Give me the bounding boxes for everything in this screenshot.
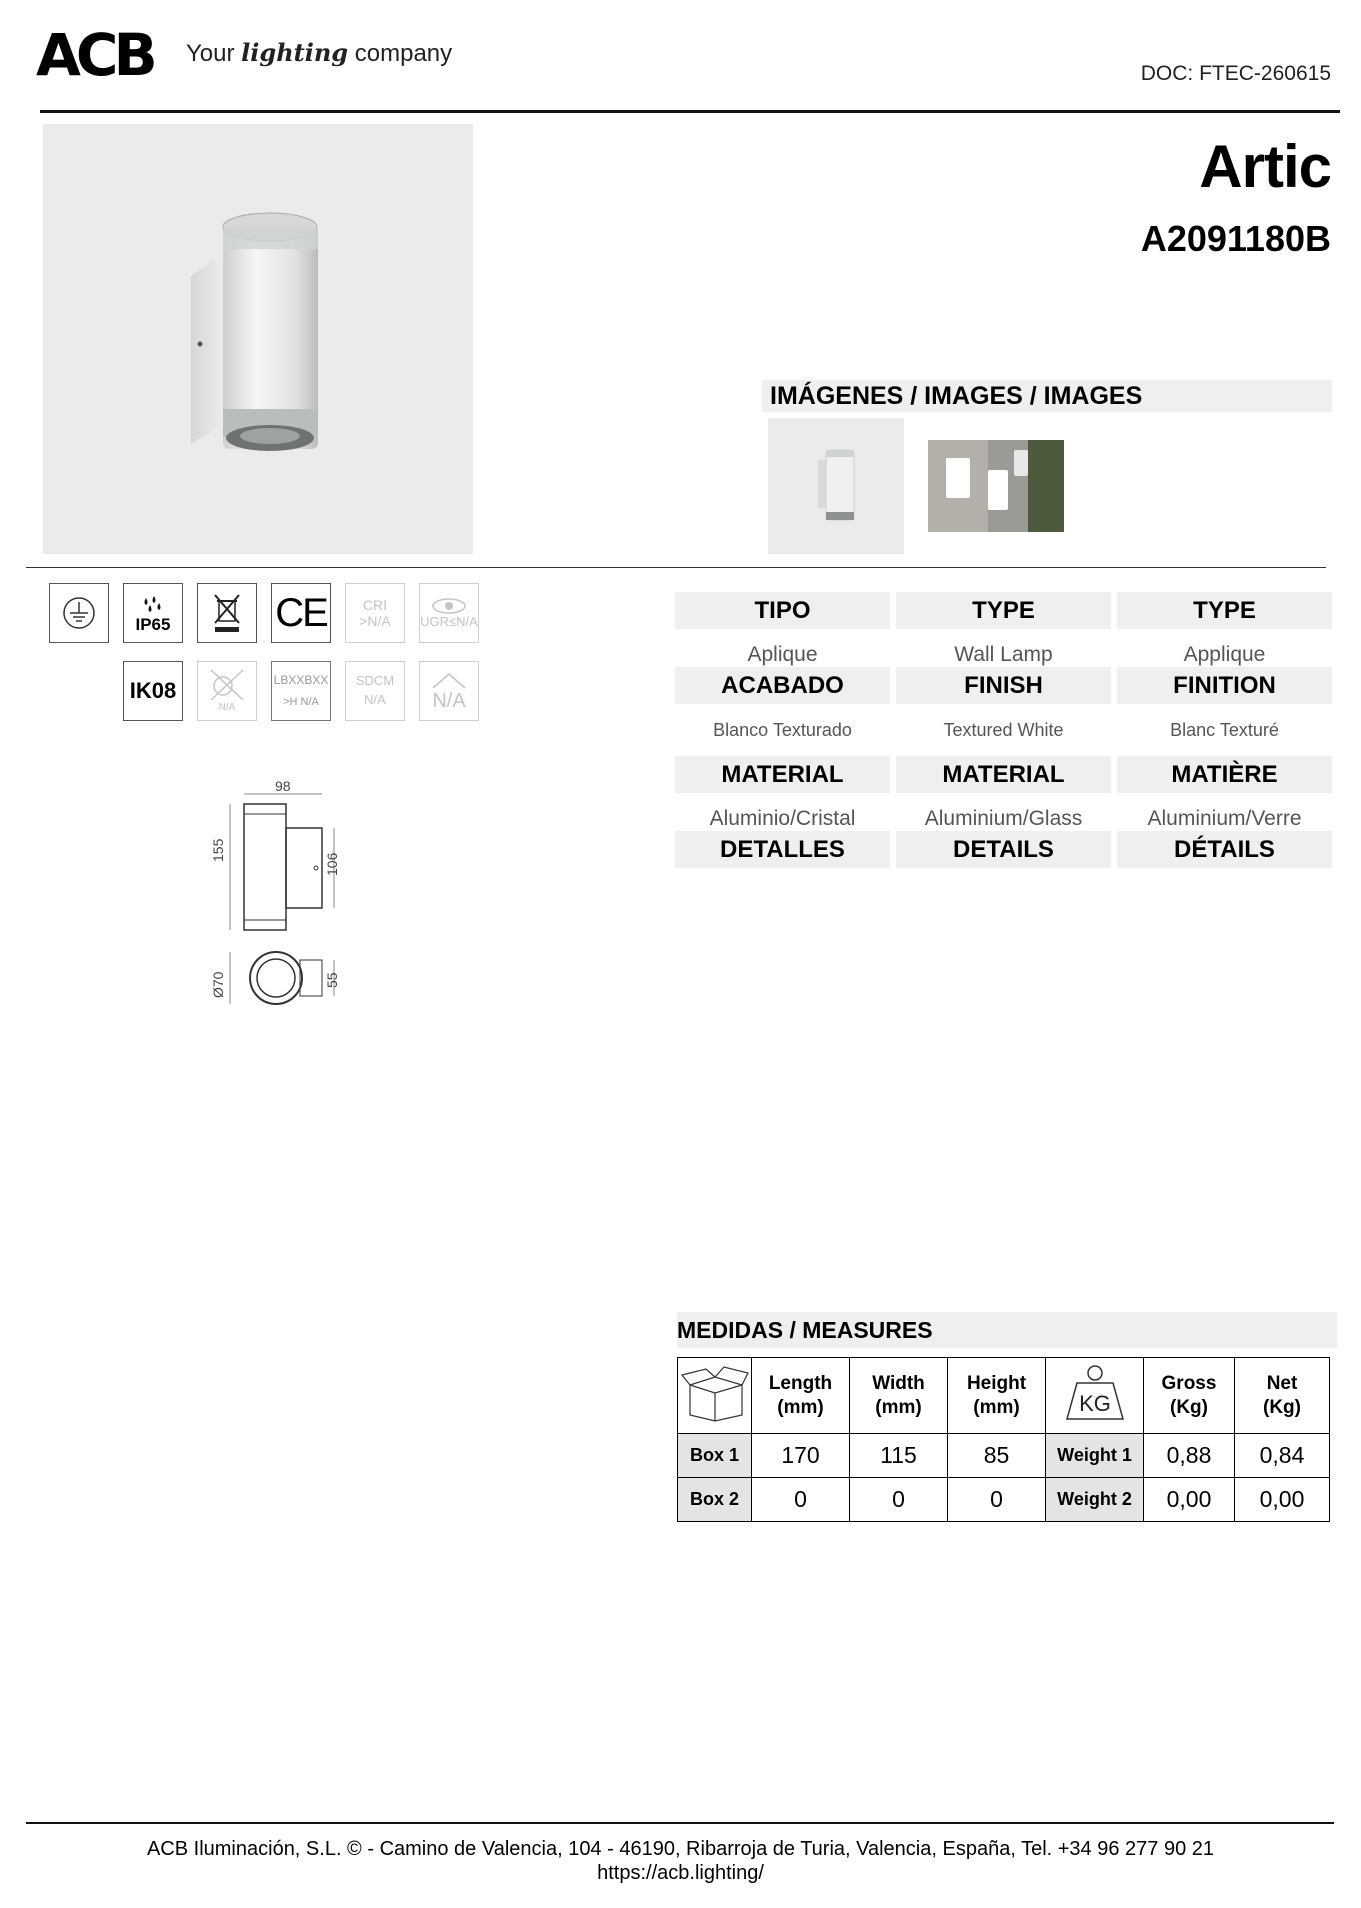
spec-value: Applique: [1183, 643, 1266, 666]
box-label: Box 1: [678, 1434, 752, 1478]
spec-header: DÉTAILS: [1117, 831, 1332, 868]
glow-wire-icon: [197, 661, 257, 721]
spec-value: Wall Lamp: [954, 643, 1053, 666]
thumbnail-product[interactable]: [768, 418, 904, 554]
weight-label: Weight 2: [1046, 1478, 1144, 1522]
col-height-unit: (mm): [973, 1396, 1020, 1418]
main-product-image: [43, 124, 473, 554]
spec-header: DETALLES: [675, 831, 890, 868]
spec-value: Textured White: [943, 720, 1064, 740]
measures-title: MEDIDAS / MEASURES: [677, 1312, 1337, 1348]
spec-header: TYPE: [1117, 592, 1332, 629]
ground-icon: [49, 583, 109, 643]
sdcm-icon: [345, 661, 405, 721]
spec-value: Blanco Texturado: [713, 720, 852, 740]
col-width: [850, 1358, 948, 1434]
col-net-label: Net: [1266, 1372, 1298, 1394]
acb-logo: ACB: [36, 21, 153, 89]
spec-header: FINITION: [1117, 667, 1332, 704]
spec-value: Blanc Texturé: [1170, 720, 1279, 740]
col-gross: [1144, 1358, 1235, 1434]
section-divider: [26, 567, 1326, 568]
kg-label: KG: [1078, 1391, 1111, 1416]
cri-icon: [345, 583, 405, 643]
footer-url[interactable]: https://acb.lighting/: [597, 1862, 764, 1884]
spec-header: DETAILS: [896, 831, 1111, 868]
spec-header: TYPE: [896, 592, 1111, 629]
ce-label: CE: [275, 590, 327, 635]
glow-wire-label: N/A: [218, 702, 236, 714]
box-icon: [678, 1358, 752, 1434]
spec-header: TIPO: [675, 592, 890, 629]
dim-depth: 55: [324, 972, 340, 988]
lbxxbxx-label: LBXXBXX: [273, 672, 329, 687]
dim-width: 98: [275, 778, 291, 794]
dim-height: 155: [210, 838, 226, 862]
ik08-icon: [123, 661, 183, 721]
tagline-script: lighting: [241, 38, 349, 67]
beam-icon: [419, 661, 479, 721]
spec-row-details-header: [675, 831, 1333, 868]
weee-icon: [197, 583, 257, 643]
lbxxbxx-value: >H N/A: [283, 695, 319, 708]
col-net-unit: (Kg): [1263, 1396, 1301, 1418]
kg-weight-icon: [1046, 1358, 1144, 1434]
length-value: 0: [752, 1478, 850, 1522]
sdcm-value: N/A: [364, 692, 386, 707]
spec-header: ACABADO: [675, 667, 890, 704]
spec-header: FINISH: [896, 667, 1111, 704]
col-length: [752, 1358, 850, 1434]
net-value: 0,84: [1235, 1434, 1330, 1478]
spec-value: Aluminio/Cristal: [709, 807, 856, 830]
col-height: [948, 1358, 1046, 1434]
table-row: [678, 1478, 1330, 1522]
col-length-unit: (mm): [777, 1396, 824, 1418]
thumbnail-installed[interactable]: [928, 440, 1064, 532]
spec-row-finish-header: [675, 667, 1333, 704]
ugr-label: UGR≤N/A: [420, 613, 478, 629]
col-length-label: Length: [768, 1372, 833, 1394]
dim-inner-height: 106: [324, 852, 340, 876]
col-net: [1235, 1358, 1330, 1434]
tagline-pre: Your: [186, 40, 235, 67]
header-divider: [40, 110, 1340, 113]
col-width-label: Width: [872, 1372, 925, 1394]
images-section-title: IMÁGENES / IMAGES / IMAGES: [762, 380, 1332, 412]
dim-diameter: Ø70: [210, 971, 226, 998]
spec-table: [675, 592, 1333, 868]
spec-value: Aluminium/Verre: [1147, 807, 1302, 830]
lbxxbxx-icon: [271, 661, 331, 721]
ip65-label: IP65: [135, 614, 171, 634]
gross-value: 0,88: [1144, 1434, 1235, 1478]
height-value: 85: [948, 1434, 1046, 1478]
box-label: Box 2: [678, 1478, 752, 1522]
product-name: Artic: [1199, 133, 1331, 200]
spec-value: Aluminium/Glass: [924, 807, 1083, 830]
spec-row-material-header: [675, 756, 1333, 793]
weight-label: Weight 1: [1046, 1434, 1144, 1478]
measures-header-row: [678, 1358, 1330, 1434]
thumbnail-lamp-icon: [768, 418, 904, 554]
ugr-icon: [419, 583, 479, 643]
spec-header: MATERIAL: [675, 756, 890, 793]
height-value: 0: [948, 1478, 1046, 1522]
product-code: A2091180B: [1140, 218, 1331, 259]
tagline-post: company: [354, 40, 453, 67]
length-value: 170: [752, 1434, 850, 1478]
ik08-label: IK08: [129, 678, 177, 703]
ip65-icon: [123, 583, 183, 643]
spec-header: MATIÈRE: [1117, 756, 1332, 793]
col-width-unit: (mm): [875, 1396, 922, 1418]
doc-number: DOC: FTEC-260615: [1140, 62, 1331, 85]
sdcm-label: SDCM: [355, 673, 395, 689]
col-gross-unit: (Kg): [1170, 1396, 1208, 1418]
tagline: [186, 38, 452, 68]
net-value: 0,00: [1235, 1478, 1330, 1522]
gross-value: 0,00: [1144, 1478, 1235, 1522]
table-row: [678, 1434, 1330, 1478]
col-gross-label: Gross: [1161, 1372, 1217, 1394]
footer-address: ACB Iluminación, S.L. © - Camino de Valencia, 104 - 46190, Ribarroja de Turia, Valencia, España, Tel. +34 96 277 90 21: [146, 1838, 1215, 1860]
beam-label: N/A: [432, 689, 466, 712]
width-value: 0: [850, 1478, 948, 1522]
ce-icon: [271, 583, 331, 643]
spec-header: MATERIAL: [896, 756, 1111, 793]
measures-table: [677, 1357, 1330, 1522]
spec-row-type-header: [675, 592, 1333, 629]
footer-divider: [26, 1822, 1334, 1824]
width-value: 115: [850, 1434, 948, 1478]
wall-lamp-illustration: [43, 124, 473, 554]
col-height-label: Height: [966, 1372, 1027, 1394]
spec-value: Aplique: [747, 643, 818, 666]
thumbnail-scene-icon: [928, 440, 1064, 532]
spec-row-finish-values: [675, 704, 1333, 756]
cri-label: CRI >N/A: [359, 596, 391, 629]
